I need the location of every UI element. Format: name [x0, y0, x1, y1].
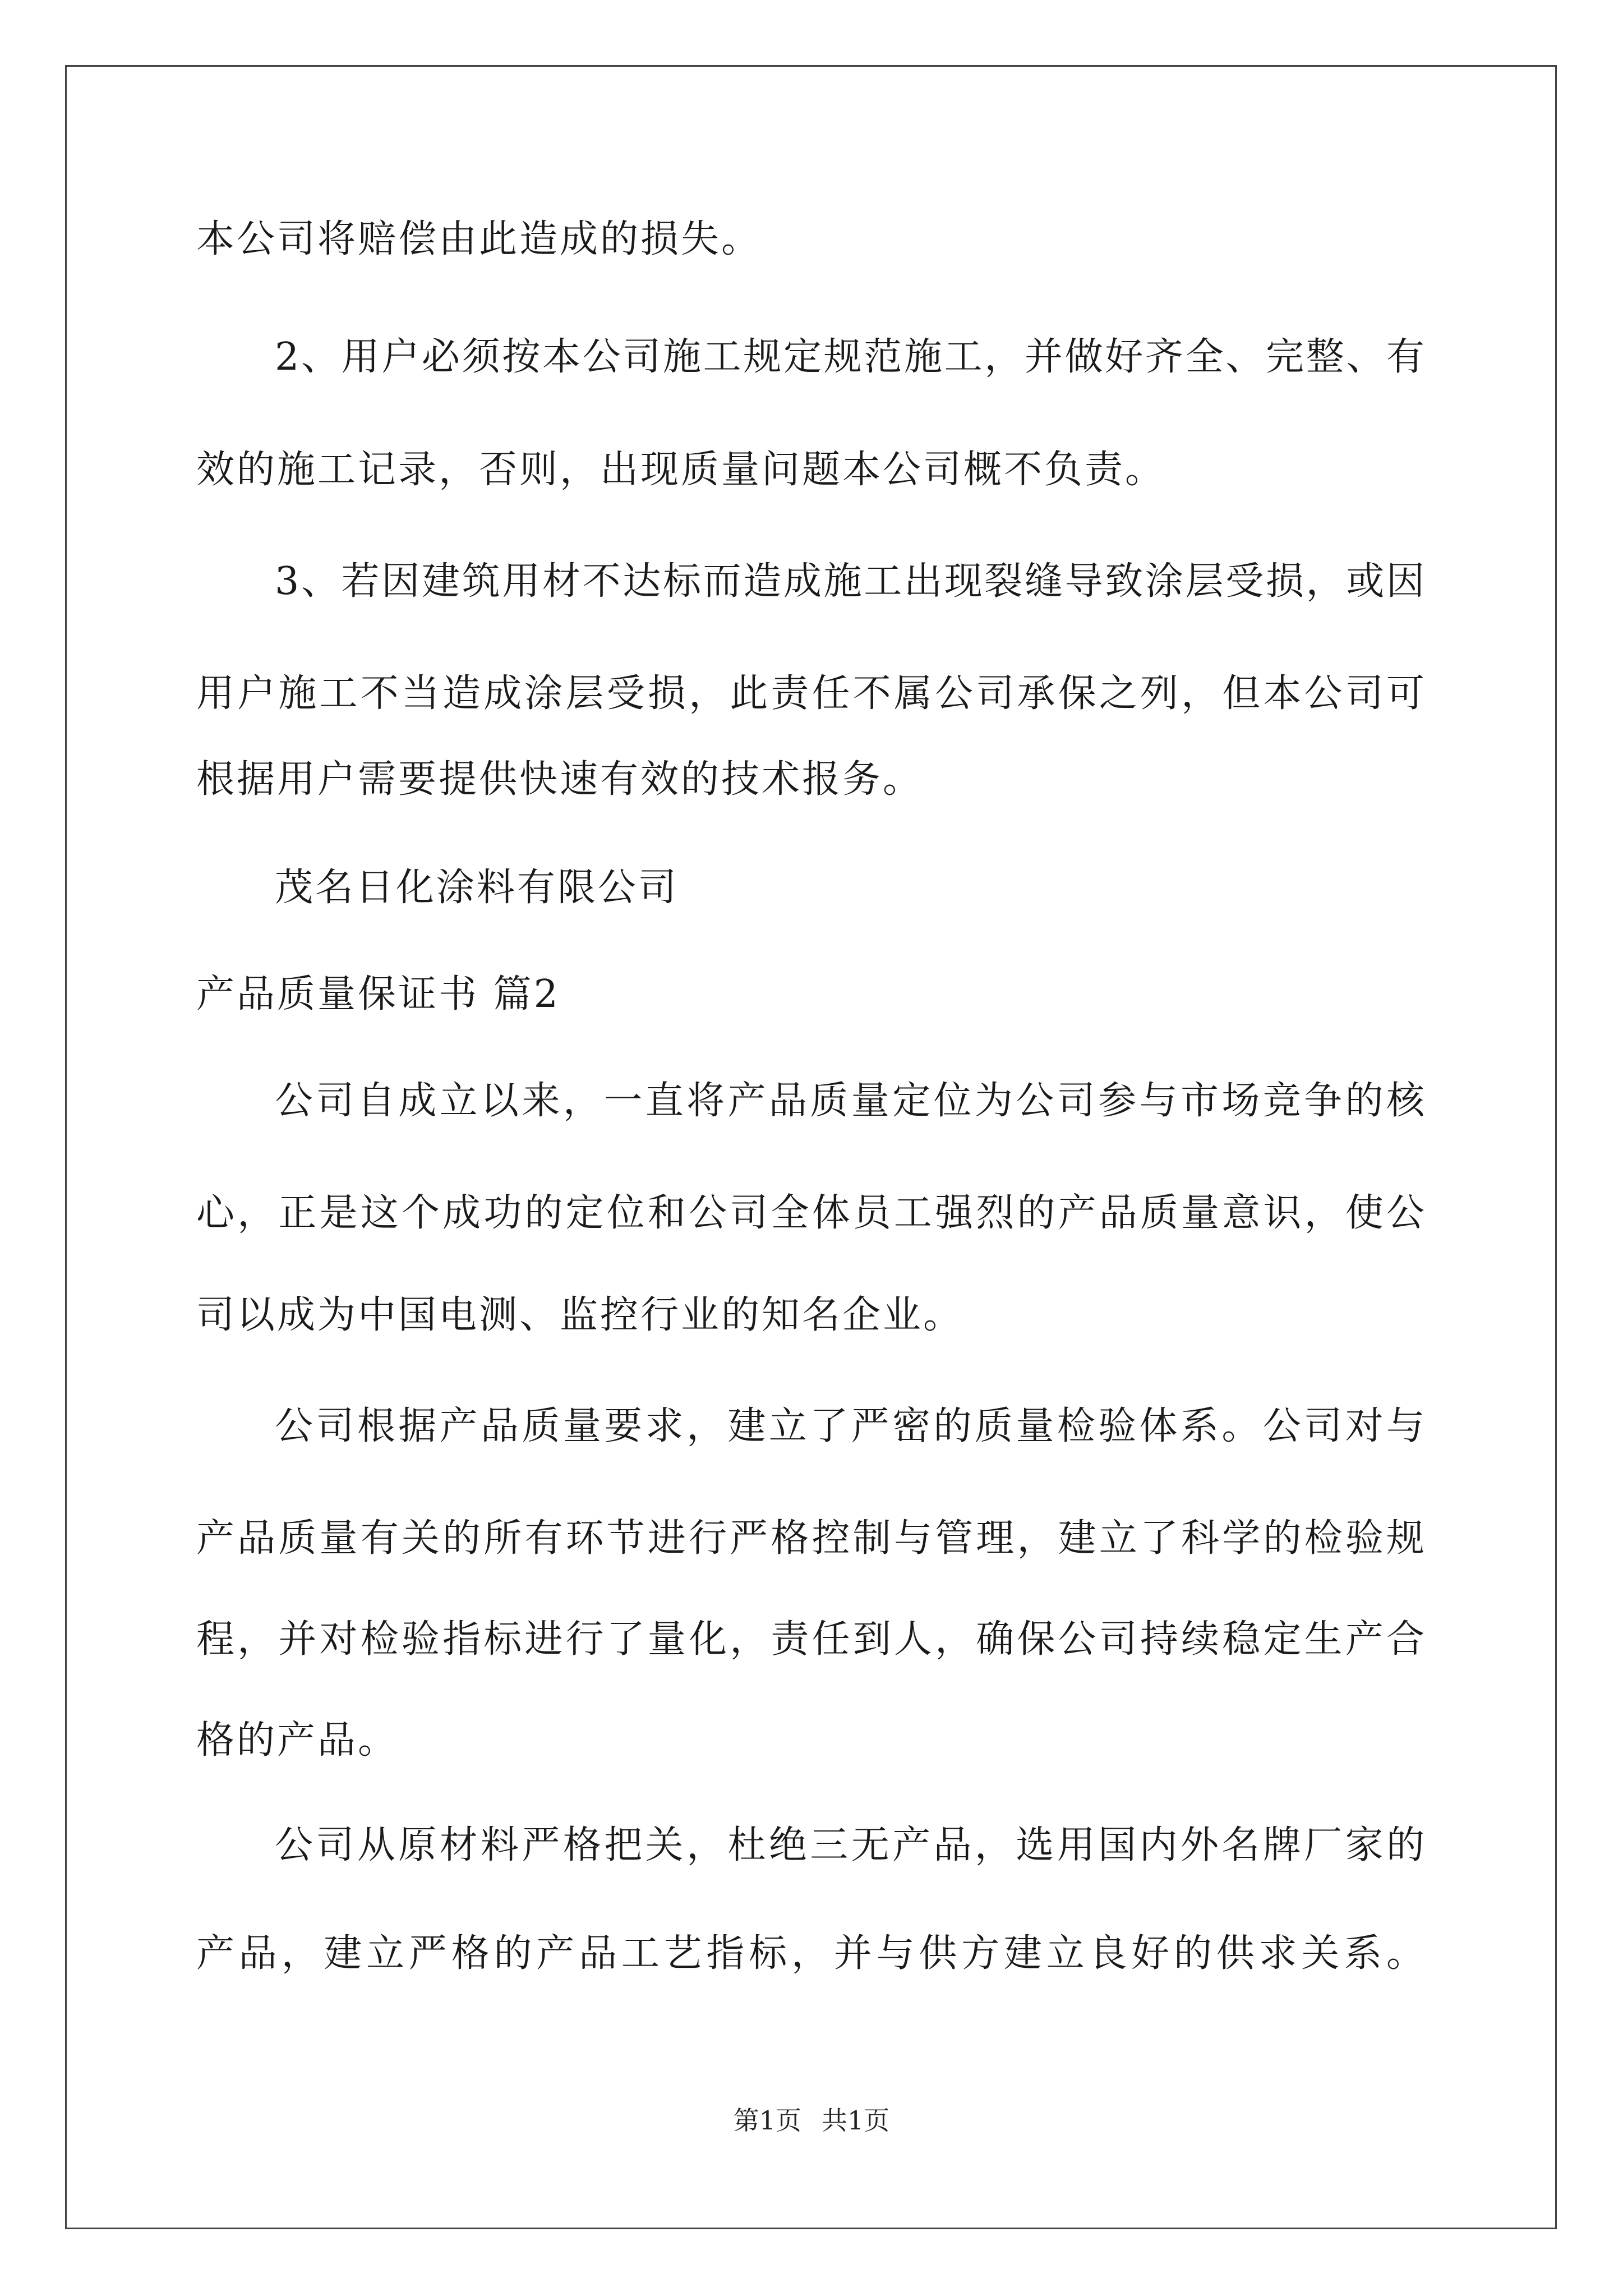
page-number: 第1页 [733, 2105, 801, 2136]
paragraph-line: 公司自成立以来，一直将产品质量定位为公司参与市场竞争的核 [275, 1079, 1424, 1123]
paragraph-line: 公司根据产品质量要求，建立了严密的质量检验体系。公司对与 [275, 1404, 1424, 1448]
body-line: 本公司将赔偿由此造成的损失。 [196, 217, 762, 261]
paragraph-line: 公司从原材料严格把关，杜绝三无产品，选用国内外名牌厂家的 [275, 1823, 1424, 1867]
body-line: 根据用户需要提供快速有效的技术报务。 [196, 757, 924, 802]
paragraph-line: 心，正是这个成功的定位和公司全体员工强烈的产品质量意识，使公 [196, 1191, 1424, 1235]
company-signature: 茂名日化涂料有限公司 [275, 866, 679, 910]
paragraph-line: 产品，建立严格的产品工艺指标，并与供方建立良好的供求关系。 [196, 1931, 1424, 1976]
section-heading: 产品质量保证书 篇2 [196, 972, 560, 1016]
clause-2-line: 2、用户必须按本公司施工规定规范施工，并做好齐全、完整、有 [275, 335, 1424, 379]
body-line: 效的施工记录，否则，出现质量问题本公司概不负责。 [196, 448, 1166, 492]
page-total: 共1页 [822, 2105, 890, 2136]
paragraph-line: 程，并对检验指标进行了量化，责任到人，确保公司持续稳定生产合 [196, 1617, 1424, 1662]
body-line: 用户施工不当造成涂层受损，此责任不属公司承保之列，但本公司可 [196, 671, 1424, 716]
paragraph-line: 格的产品。 [196, 1718, 399, 1763]
page-frame [65, 65, 1557, 2229]
clause-3-line: 3、若因建筑用材不达标而造成施工出现裂缝导致涂层受损，或因 [275, 559, 1424, 604]
page-footer [0, 2104, 1623, 2137]
paragraph-line: 司以成为中国电测、监控行业的知名企业。 [196, 1293, 964, 1337]
paragraph-line: 产品质量有关的所有环节进行严格控制与管理，建立了科学的检验规 [196, 1516, 1424, 1561]
